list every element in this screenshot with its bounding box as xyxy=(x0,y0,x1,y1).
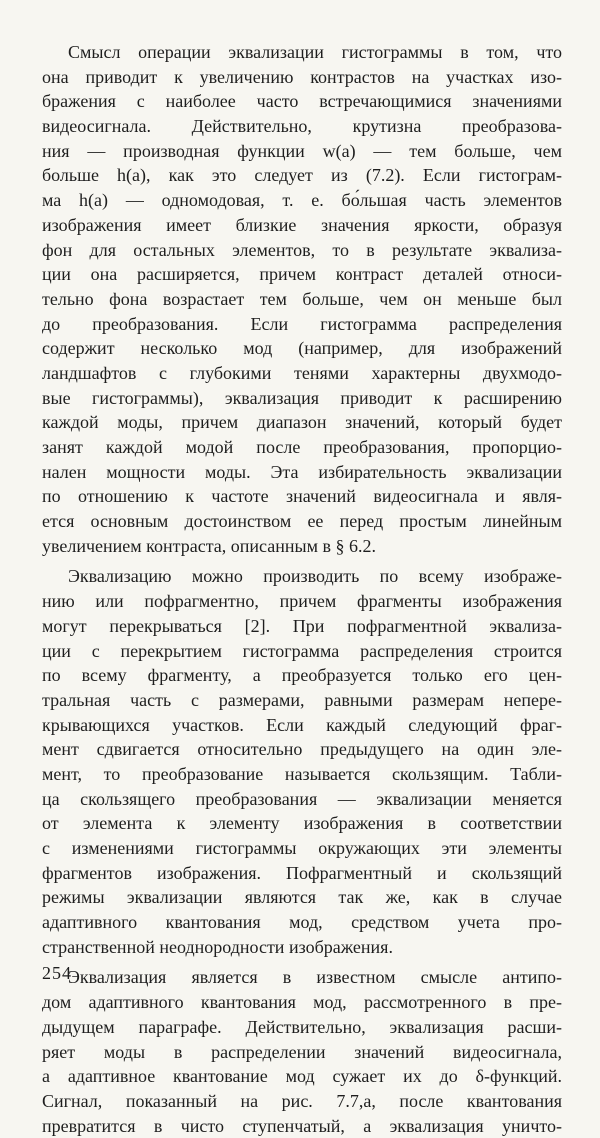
paragraph xyxy=(42,564,562,959)
text-line: фон для остальных элементов, то в результате эквализа- xyxy=(42,239,562,260)
text-line: дом адаптивного квантования мод, рассмотренного в пре- xyxy=(42,992,562,1013)
text-line: занят каждой модой после преобразования, пропорцио- xyxy=(42,437,562,457)
text-line: вые гистограммы), эквализация приводит к расширению xyxy=(42,387,562,408)
text-line: изображения имеет близкие значения яркости, образуя xyxy=(42,214,562,235)
text-line: мент, то преобразование называется скользящим. Табли- xyxy=(42,763,562,784)
paragraph xyxy=(42,965,562,1138)
text-line: с изменениями гистограммы окружающих эти элементы xyxy=(42,838,562,858)
text-line: от элемента к элементу изображения в соответствии xyxy=(42,813,562,834)
text-line: тельно фона возрастает тем больше, чем он меньше был xyxy=(42,288,562,309)
text-line: ландшафтов с глубокими тенями характерны двухмодо- xyxy=(42,362,562,383)
text-line: странственной неоднородности изображения. xyxy=(42,936,393,957)
text-line: больше h(a), как это следует из (7.2). Если гистограм- xyxy=(42,165,562,186)
text-line: Сигнал, показанный на рис. 7.7,a, после квантования xyxy=(42,1090,562,1111)
text-line: увеличением контраста, описанным в § 6.2. xyxy=(42,535,377,556)
text-line: крывающихся участков. Если каждый следующий фраг- xyxy=(42,714,562,735)
text-line: до преобразования. Если гистограмма распределения xyxy=(42,313,562,334)
text-line: бражения с наиболее часто встречающимися значениями xyxy=(42,91,562,112)
text-line: фрагментов изображения. Пофрагментный и скользящий xyxy=(42,862,562,883)
text-line: ния — производная функции w(a) — тем больше, чем xyxy=(42,140,562,161)
text-line: превратится в чисто ступенчатый, а эквализация уничто- xyxy=(42,1115,562,1136)
text-line: тральная часть с размерами, равными размерам непере- xyxy=(42,689,562,710)
text-line: адаптивного квантования мод, средством учета про- xyxy=(42,912,562,933)
text-line: дыдущем параграфе. Действительно, эквализация расши- xyxy=(42,1016,562,1037)
text-line: видеосигнала. Действительно, крутизна преобразова- xyxy=(42,116,562,137)
text-line: Эквализация является в известном смысле антипо- xyxy=(68,967,562,988)
text-line: режимы эквализации являются так же, как в случае xyxy=(42,887,562,908)
text-line: ца скользящего преобразования — эквализации меняется xyxy=(42,788,562,809)
text-line: ма h(a) — одномодовая, т. е. бо́льшая часть элементов xyxy=(42,190,562,211)
text-line: ции она расширяется, причем контраст деталей относи- xyxy=(42,264,562,285)
page-number: 254 xyxy=(42,963,72,983)
text-line: Эквализацию можно производить по всему изображе- xyxy=(68,566,562,587)
text-line: а адаптивное квантование мод сужает их до δ-функций. xyxy=(42,1066,562,1087)
text-line: могут перекрываться [2]. При пофрагментной эквализа- xyxy=(42,615,562,636)
paragraph xyxy=(42,40,562,558)
text-line: по всему фрагменту, а преобразуется только его цен- xyxy=(42,665,562,686)
text-line: каждой моды, причем диапазон значений, который будет xyxy=(42,412,562,433)
text-line: содержит несколько мод (например, для изображений xyxy=(42,338,562,359)
text-line: ции с перекрытием гистограмма распределения строится xyxy=(42,640,562,661)
text-line: Смысл операции эквализации гистограммы в том, что xyxy=(68,42,562,62)
text-line: нален мощности моды. Эта избирательность эквализации xyxy=(42,461,562,482)
text-line: по отношению к частоте значений видеосигнала и явля- xyxy=(42,486,562,507)
page-body xyxy=(42,40,562,1138)
text-line: ряет моды в распределении значений видеосигнала, xyxy=(42,1041,562,1062)
text-line: мент сдвигается относительно предыдущего на один эле- xyxy=(42,739,562,760)
text-line: нию или пофрагментно, причем фрагменты изображения xyxy=(42,591,562,612)
text-line: она приводит к увеличению контрастов на участках изо- xyxy=(42,66,562,87)
text-line: ется основным достоинством ее перед простым линейным xyxy=(42,511,562,532)
